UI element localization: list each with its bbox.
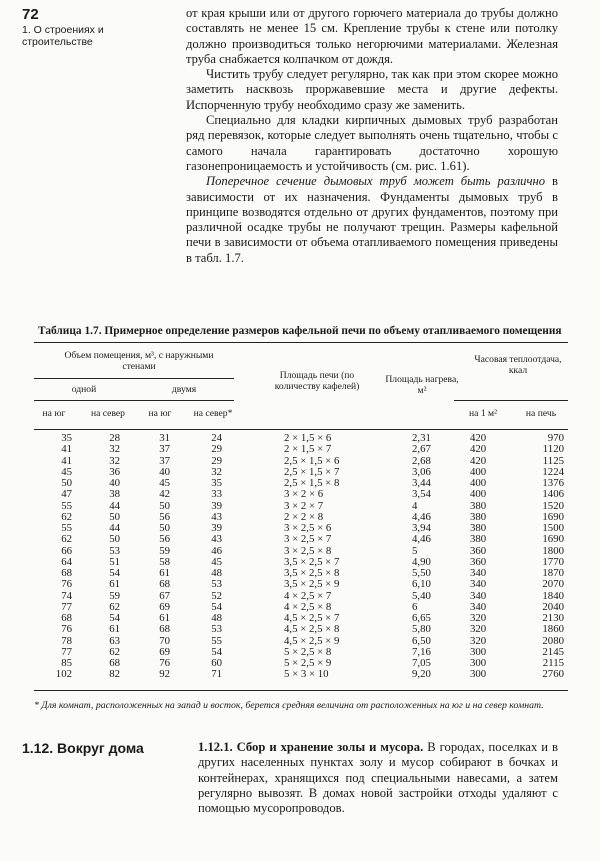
- table-cell: 4,46: [412, 510, 431, 523]
- table-cell: 340: [470, 589, 487, 602]
- table-cell: 4,5 × 2,5 × 7: [284, 612, 340, 624]
- table-cell: 50: [159, 522, 170, 534]
- table-cell: 60: [211, 657, 222, 669]
- table-rule-header: [34, 429, 568, 430]
- table-cell: 2130: [542, 612, 564, 624]
- table-cell: 64: [61, 555, 72, 568]
- column-two-north: [192, 433, 222, 681]
- table-cell: 2760: [542, 668, 564, 681]
- table-rule-sides: [34, 400, 234, 401]
- header-north-1: на север: [91, 408, 125, 419]
- table-cell: 82: [109, 668, 120, 681]
- table-cell: 5 × 3 × 10: [284, 668, 329, 681]
- table-cell: 63: [109, 634, 120, 647]
- table-cell: 3,5 × 2,5 × 8: [284, 567, 340, 579]
- table-cell: 51: [109, 555, 120, 568]
- table-cell: 2,5 × 1,5 × 6: [284, 454, 340, 467]
- paragraph-2: Чистить трубу следует регулярно, так как при этом скорее можно заметить насквозь проржавевшие места и другие дефекты. Испорченную трубу необходимо сразу же заменить.: [186, 67, 558, 112]
- table-cell: 76: [61, 623, 72, 636]
- table-cell: 50: [109, 533, 120, 546]
- table-cell: 62: [61, 510, 72, 523]
- table-cell: 44: [109, 499, 120, 512]
- table-cell: 53: [109, 544, 120, 557]
- table-cell: 2 × 1,5 × 6: [284, 432, 332, 444]
- table-cell: 2,5 × 1,5 × 8: [284, 477, 340, 489]
- table-cell: 6,65: [412, 612, 431, 624]
- table-rule-volume: [34, 378, 234, 379]
- table-cell: 340: [470, 567, 487, 579]
- table-cell: 61: [159, 567, 170, 579]
- table-cell: 3,06: [412, 465, 431, 478]
- subsection-title: 1.12.1. Сбор и хранение золы и мусора.: [198, 740, 424, 754]
- table-cell: 42: [159, 488, 170, 501]
- paragraph-3: Специально для кладки кирпичных дымовых труб разработан ряд перевязок, которые следует выполнять очень тщательно, чтобы с самого начала гарантировать достаточно хорошую газонепроницаемость и устойчивость (см. рис. 1.61).: [186, 113, 558, 173]
- table-cell: 35: [211, 477, 222, 489]
- table-cell: 3 × 2,5 × 6: [284, 522, 332, 534]
- table-cell: 5,50: [412, 567, 431, 579]
- table-cell: 54: [109, 612, 120, 624]
- table-cell: 45: [211, 555, 222, 568]
- table-cell: 47: [61, 488, 72, 501]
- column-one-south: [36, 433, 72, 681]
- table-cell: 31: [159, 432, 170, 444]
- table-cell: 320: [470, 623, 487, 636]
- table-cell: 37: [159, 443, 170, 456]
- table-cell: 55: [211, 634, 222, 647]
- table-cell: 4 × 2,5 × 8: [284, 600, 332, 613]
- table-cell: 24: [211, 432, 222, 444]
- table-rule-bottom: [34, 690, 568, 691]
- table-cell: 76: [159, 657, 170, 669]
- table-cell: 400: [470, 488, 487, 501]
- table-cell: 56: [159, 533, 170, 546]
- table-cell: 380: [470, 499, 487, 512]
- table-cell: 50: [109, 510, 120, 523]
- table-cell: 45: [61, 465, 72, 478]
- table-cell: 400: [470, 465, 487, 478]
- table-cell: 62: [109, 645, 120, 658]
- table-cell: 54: [109, 567, 120, 579]
- paragraph-4-rest: в зависимости от их назначения. Фундаменты дымовых труб в принципе возводятся отдельно от других фундаментов, поэтому при различной осадке трубы не получают трещин. Размеры кафельной печи в зависимости от объема отапливаемого помещения приведены в табл. 1.7.: [186, 174, 558, 265]
- table-cell: 400: [470, 477, 487, 489]
- table-cell: 3 × 2,5 × 8: [284, 544, 332, 557]
- header-stove-area: Площадь печи (по количеству кафелей): [274, 370, 360, 392]
- table-cell: 61: [109, 623, 120, 636]
- paragraph-4: [186, 174, 558, 266]
- table-cell: 53: [211, 623, 222, 636]
- table-cell: 58: [159, 555, 170, 568]
- table-cell: 77: [61, 645, 72, 658]
- table-cell: 4,5 × 2,5 × 9: [284, 634, 340, 647]
- table-cell: 50: [61, 477, 72, 489]
- table-cell: 56: [159, 510, 170, 523]
- table-cell: 2,68: [412, 454, 431, 467]
- table-cell: 360: [470, 544, 487, 557]
- table-cell: 3 × 2 × 6: [284, 488, 324, 501]
- section-text: [198, 740, 558, 816]
- paragraph-4-italic: Поперечное сечение дымовых труб может быть различно: [206, 174, 546, 189]
- table-cell: 5,40: [412, 589, 431, 602]
- running-head: 1. О строениях и строительстве: [22, 24, 104, 48]
- header-heating-area: Площадь нагрева, м²: [385, 374, 459, 396]
- table-cell: 46: [211, 544, 222, 557]
- table-cell: 5: [412, 544, 418, 557]
- column-per-m2: [470, 433, 510, 681]
- header-per-stove: на печь: [525, 408, 557, 419]
- table-cell: 2,31: [412, 432, 431, 444]
- table-cell: 1500: [542, 522, 564, 534]
- table-cell: 1870: [542, 567, 564, 579]
- table-cell: 102: [55, 668, 72, 681]
- header-heat-output: Часовая теплоотдача, ккал: [474, 354, 562, 376]
- table-cell: 1800: [542, 544, 564, 557]
- table-cell: 3,94: [412, 522, 431, 534]
- table-cell: 9,20: [412, 668, 431, 681]
- table-cell: 45: [159, 477, 170, 489]
- subsection-body: В городах, поселках и в других населенных пунктах золу и мусор собирают в бочках и контейнерах, хранящихся под специальными навесами, а затем регулярно вывозят. В домах новой застройки отходы удаляют с помощью мусоропроводов.: [198, 740, 558, 816]
- header-volume: Объем помещения, м³, с наружными стенами: [64, 350, 214, 372]
- header-one-wall: одной: [71, 384, 97, 395]
- table-cell: 3,44: [412, 477, 431, 489]
- table-cell: 36: [109, 465, 120, 478]
- table-cell: 54: [211, 645, 222, 658]
- table-cell: 52: [211, 589, 222, 602]
- table-cell: 44: [109, 522, 120, 534]
- table-cell: 29: [211, 454, 222, 467]
- table-cell: 2 × 2 × 8: [284, 510, 324, 523]
- table-cell: 41: [61, 443, 72, 456]
- table-cell: 7,05: [412, 657, 431, 669]
- column-heating-area: [412, 433, 462, 681]
- table-cell: 7,16: [412, 645, 431, 658]
- table-footnote: * Для комнат, расположенных на запад и восток, берется средняя величина от расположенных на юг и на север комнат.: [34, 700, 544, 711]
- table-cell: 55: [61, 522, 72, 534]
- table-cell: 380: [470, 522, 487, 534]
- table-cell: 69: [159, 645, 170, 658]
- table-rule-output: [454, 400, 568, 401]
- table-cell: 67: [159, 589, 170, 602]
- table-cell: 2080: [542, 634, 564, 647]
- table-cell: 1120: [542, 443, 564, 456]
- table-cell: 420: [470, 432, 487, 444]
- table-cell: 68: [109, 657, 120, 669]
- table-cell: 1840: [542, 589, 564, 602]
- table-cell: 2040: [542, 600, 564, 613]
- table-cell: 3 × 2,5 × 7: [284, 533, 332, 546]
- table-cell: 2070: [542, 578, 564, 591]
- table-cell: 2,5 × 1,5 × 7: [284, 465, 340, 478]
- table-cell: 1406: [542, 488, 564, 501]
- table-cell: 1860: [542, 623, 564, 636]
- table-cell: 41: [61, 454, 72, 467]
- table-cell: 5,80: [412, 623, 431, 636]
- table-cell: 4,5 × 2,5 × 8: [284, 623, 340, 636]
- table-cell: 53: [211, 578, 222, 591]
- header-south-1: на юг: [42, 408, 66, 419]
- table-cell: 4,90: [412, 555, 431, 568]
- page-number: 72: [22, 6, 39, 23]
- table-cell: 1224: [542, 465, 564, 478]
- table-cell: 300: [470, 645, 487, 658]
- table-cell: 2145: [542, 645, 564, 658]
- table-cell: 300: [470, 668, 487, 681]
- table-cell: 68: [159, 623, 170, 636]
- table-cell: 43: [211, 533, 222, 546]
- table-cell: 320: [470, 634, 487, 647]
- table-cell: 78: [61, 634, 72, 647]
- table-cell: 40: [159, 465, 170, 478]
- table-cell: 2115: [542, 657, 564, 669]
- table-cell: 380: [470, 510, 487, 523]
- table-cell: 5 × 2,5 × 9: [284, 657, 332, 669]
- table-cell: 1125: [542, 454, 564, 467]
- header-two-walls: двумя: [171, 384, 197, 395]
- table-cell: 54: [211, 600, 222, 613]
- table-cell: 420: [470, 443, 487, 456]
- table-cell: 43: [211, 510, 222, 523]
- table-cell: 1690: [542, 533, 564, 546]
- table-cell: 3,5 × 2,5 × 7: [284, 555, 340, 568]
- table-cell: 6: [412, 600, 418, 613]
- table-cell: 320: [470, 612, 487, 624]
- table-cell: 66: [61, 544, 72, 557]
- table-cell: 3,5 × 2,5 × 9: [284, 578, 340, 591]
- table-cell: 6,10: [412, 578, 431, 591]
- table-cell: 59: [109, 589, 120, 602]
- header-south-2: на юг: [148, 408, 172, 419]
- column-two-south: [140, 433, 170, 681]
- table-cell: 3 × 2 × 7: [284, 499, 324, 512]
- table-cell: 32: [109, 443, 120, 456]
- table-cell: 77: [61, 600, 72, 613]
- table-cell: 48: [211, 567, 222, 579]
- table-cell: 4 × 2,5 × 7: [284, 589, 332, 602]
- table-cell: 340: [470, 600, 487, 613]
- header-north-2: на север*: [193, 408, 233, 419]
- table-cell: 300: [470, 657, 487, 669]
- table-cell: 1520: [542, 499, 564, 512]
- table-cell: 62: [61, 533, 72, 546]
- table-cell: 68: [61, 567, 72, 579]
- table-cell: 33: [211, 488, 222, 501]
- table-cell: 970: [547, 432, 564, 444]
- table-cell: 92: [159, 668, 170, 681]
- table-cell: 1376: [542, 477, 564, 489]
- table-cell: 32: [109, 454, 120, 467]
- table-cell: 1690: [542, 510, 564, 523]
- table-cell: 360: [470, 555, 487, 568]
- table-cell: 28: [109, 432, 120, 444]
- table-cell: 62: [109, 600, 120, 613]
- table-cell: 1770: [542, 555, 564, 568]
- body-text: [186, 6, 558, 266]
- table-cell: 69: [159, 600, 170, 613]
- table-cell: 39: [211, 522, 222, 534]
- table-rule-top: [34, 342, 568, 343]
- table-caption: Таблица 1.7. Примерное определение размеров кафельной печи по объему отапливаемого помещения: [38, 325, 562, 337]
- table-cell: 4,46: [412, 533, 431, 546]
- column-stove-area: [284, 433, 394, 681]
- table-cell: 420: [470, 454, 487, 467]
- table-cell: 37: [159, 454, 170, 467]
- table-cell: 61: [159, 612, 170, 624]
- table-cell: 5 × 2,5 × 8: [284, 645, 332, 658]
- table-cell: 59: [159, 544, 170, 557]
- table-cell: 71: [211, 668, 222, 681]
- table-cell: 70: [159, 634, 170, 647]
- table-cell: 50: [159, 499, 170, 512]
- table-cell: 4: [412, 499, 418, 512]
- table-cell: 35: [61, 432, 72, 444]
- header-per-m2: на 1 м²: [469, 408, 497, 419]
- table-cell: 55: [61, 499, 72, 512]
- table-cell: 2,67: [412, 443, 431, 456]
- table-cell: 2 × 1,5 × 7: [284, 443, 332, 456]
- paragraph-1: от края крыши или от другого горючего материала до трубы должно составлять не менее 15 см. Крепление трубы к стене или потолку должно производиться только негорючими материалами. Железная труба снабжается колпачком от дождя.: [186, 6, 558, 66]
- section-title: 1.12. Вокруг дома: [22, 740, 144, 756]
- table-cell: 48: [211, 612, 222, 624]
- table-cell: 380: [470, 533, 487, 546]
- table-cell: 68: [159, 578, 170, 591]
- table-cell: 39: [211, 499, 222, 512]
- table-cell: 74: [61, 589, 72, 602]
- table-cell: 6,50: [412, 634, 431, 647]
- column-one-north: [86, 433, 120, 681]
- table-cell: 340: [470, 578, 487, 591]
- table-cell: 29: [211, 443, 222, 456]
- table-cell: 3,54: [412, 488, 431, 501]
- table-cell: 40: [109, 477, 120, 489]
- table-cell: 85: [61, 657, 72, 669]
- table-cell: 61: [109, 578, 120, 591]
- table-cell: 32: [211, 465, 222, 478]
- column-per-stove: [516, 433, 564, 681]
- table-cell: 76: [61, 578, 72, 591]
- table-cell: 38: [109, 488, 120, 501]
- table-cell: 68: [61, 612, 72, 624]
